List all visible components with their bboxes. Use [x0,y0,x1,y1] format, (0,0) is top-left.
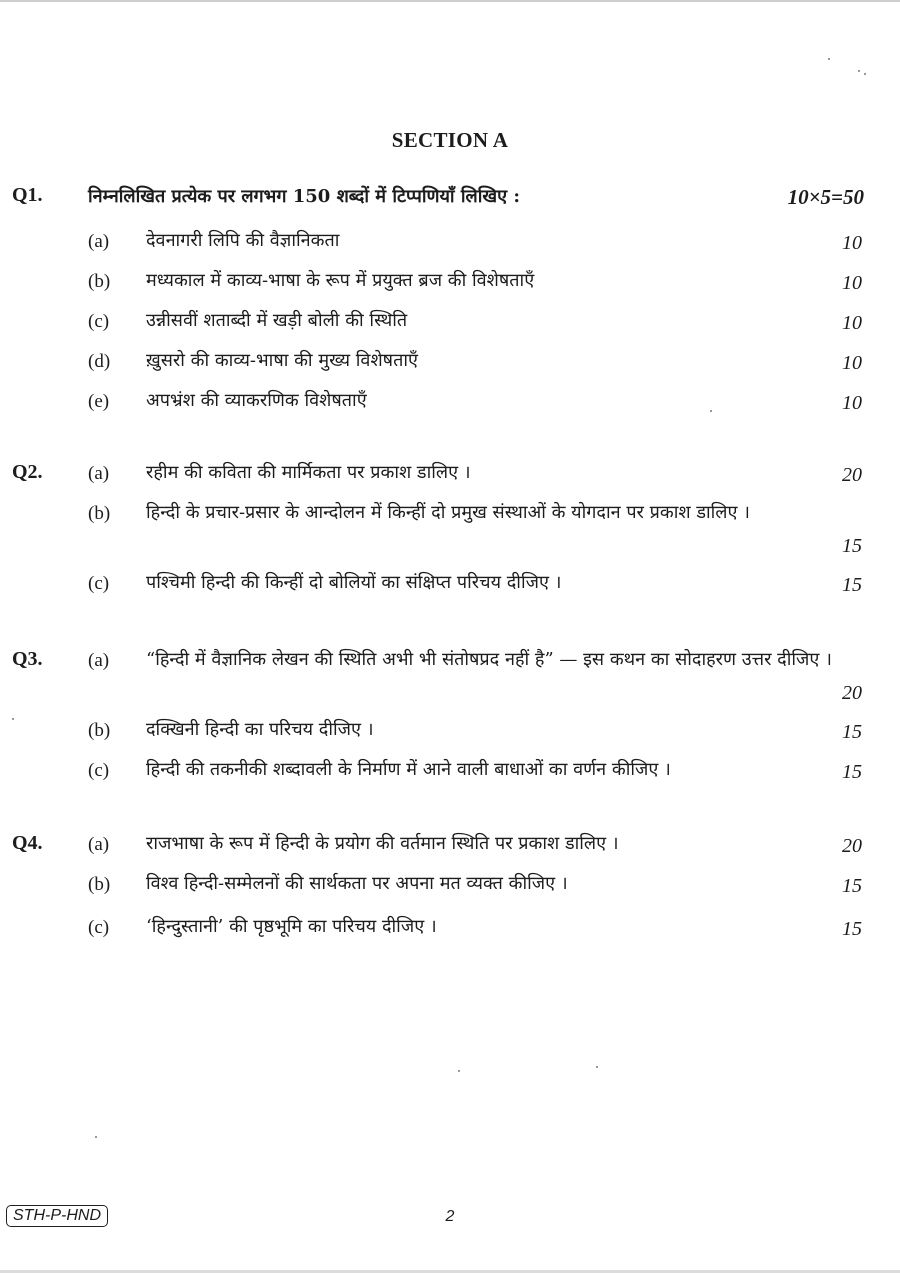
part-marks: 20 [842,464,862,486]
question-number: Q4. [12,832,43,854]
question-instruction: निम्नलिखित प्रत्येक पर लगभग 150 शब्दों में टिप्पणियाँ लिखिए : [88,186,520,207]
part-text: पश्चिमी हिन्दी की किन्हीं दो बोलियों का संक्षिप्त परिचय दीजिए । [146,572,562,593]
part-text: हिन्दी के प्रचार-प्रसार के आन्दोलन में किन्हीं दो प्रमुख संस्थाओं के योगदान पर प्रकाश डालिए । [146,502,750,523]
part-marks: 10 [842,312,862,334]
part-text: मध्यकाल में काव्य-भाषा के रूप में प्रयुक्त ब्रज की विशेषताएँ [146,270,535,291]
page-number: 2 [445,1208,455,1225]
part-marks: 10 [842,232,862,254]
part-label: (c) [88,311,110,332]
part-marks: 10 [842,272,862,294]
scan-speck [596,1066,598,1068]
part-label: (b) [88,271,111,292]
part-marks: 15 [842,535,862,557]
total-marks: 10×5=50 [787,185,864,209]
part-label: (a) [88,834,110,855]
part-marks: 10 [842,392,862,414]
part-marks: 15 [842,574,862,596]
part-text: “हिन्दी में वैज्ञानिक लेखन की स्थिति अभी भी संतोषप्रद नहीं है” — इस कथन का सोदाहरण उत्तर दीजिए । [146,649,832,670]
part-text: ‘हिन्दुस्तानी’ की पृष्ठभूमि का परिचय दीजिए । [146,916,437,937]
part-text: दक्खिनी हिन्दी का परिचय दीजिए । [146,719,374,740]
part-text: हिन्दी की तकनीकी शब्दावली के निर्माण में आने वाली बाधाओं का वर्णन कीजिए । [146,759,671,780]
part-label: (a) [88,231,110,252]
part-text: अपभ्रंश की व्याकरणिक विशेषताएँ [146,390,367,411]
part-marks: 20 [842,682,862,704]
scan-speck [458,1070,460,1072]
part-marks: 15 [842,875,862,897]
scan-speck [828,58,830,60]
scan-speck [710,410,712,412]
paper-code: STH-P-HND [6,1205,108,1227]
part-text: देवनागरी लिपि की वैज्ञानिकता [146,230,340,251]
part-text: विश्व हिन्दी-सम्मेलनों की सार्थकता पर अपना मत व्यक्त कीजिए । [146,873,568,894]
part-text: ख़ुसरो की काव्य-भाषा की मुख्य विशेषताएँ [146,350,418,371]
part-marks: 15 [842,918,862,940]
scan-speck [95,1136,97,1138]
part-label: (a) [88,650,110,671]
scan-speck [864,73,866,75]
scan-edge-top [0,0,900,2]
part-label: (c) [88,917,110,938]
part-label: (b) [88,874,111,895]
part-text: राजभाषा के रूप में हिन्दी के प्रयोग की वर्तमान स्थिति पर प्रकाश डालिए । [146,833,619,854]
part-marks: 15 [842,761,862,783]
question-number: Q1. [12,184,43,206]
question-number: Q2. [12,461,43,483]
part-label: (b) [88,720,111,741]
part-marks: 15 [842,721,862,743]
part-label: (b) [88,503,111,524]
scan-speck [12,718,14,720]
part-label: (e) [88,391,110,412]
part-label: (c) [88,573,110,594]
scan-speck [858,70,860,72]
part-marks: 10 [842,352,862,374]
part-label: (a) [88,463,110,484]
part-label: (d) [88,351,111,372]
section-title: SECTION A [391,128,509,152]
part-text: रहीम की कविता की मार्मिकता पर प्रकाश डालिए । [146,462,471,483]
part-label: (c) [88,760,110,781]
part-marks: 20 [842,835,862,857]
question-number: Q3. [12,648,43,670]
part-text: उन्नीसवीं शताब्दी में खड़ी बोली की स्थिति [146,310,408,331]
